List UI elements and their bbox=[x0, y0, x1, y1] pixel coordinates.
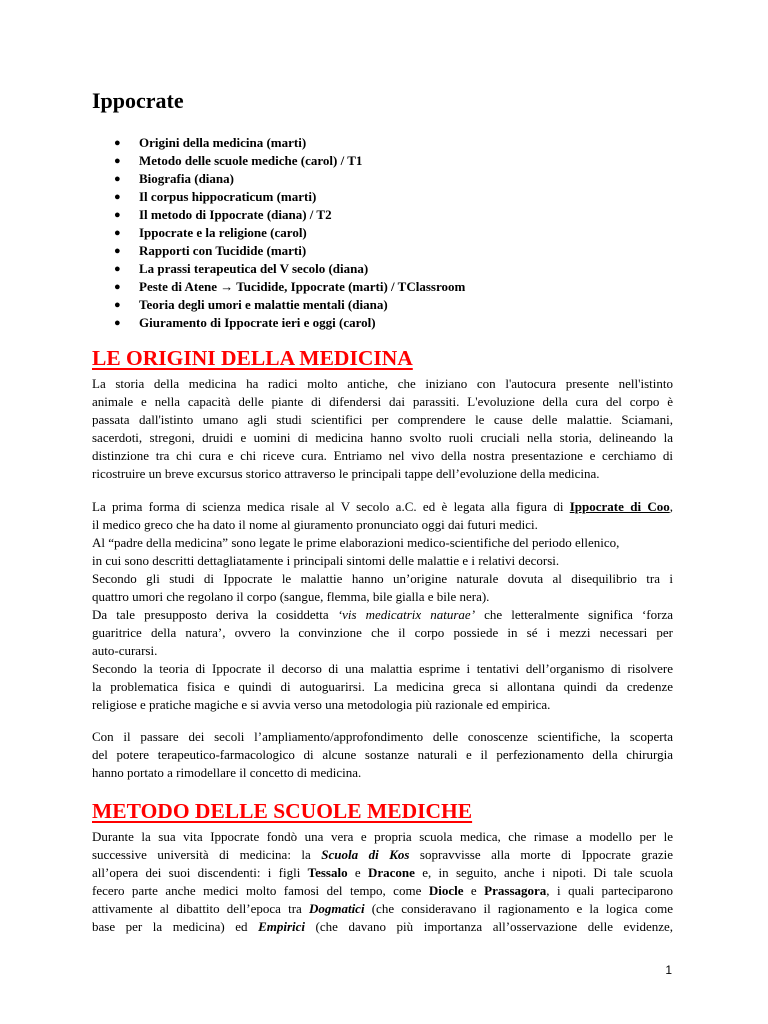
ippocrate-di-coo-emphasis: Ippocrate di Coo bbox=[569, 499, 670, 514]
toc-item: ● Ippocrate e la religione (carol) bbox=[114, 225, 307, 240]
tessalo-emphasis: Tessalo bbox=[307, 865, 348, 880]
paragraph-origini-2: La prima forma di scienza medica risale al V secolo a.C. ed è legata alla figura di Ippocrate di Coo, il medico greco che ha dato il nome al giuramento pronunciato oggi dai futuri medici. Al “padre della medicina” sono legate le prime elaborazioni medico-scientifiche del periodo ellenico, in cui sono descritti dettagliatamente i principali sintomi delle malattie e i relativi decorsi. Secondo gli studi di Ippocrate le malattie hanno un’origine naturale dovuta al disequilibrio tra i quattro umori che regolano il corpo (sangue, flemma, bile gialla e bile nera). Da tale presupposto deriva la cosiddetta ‘vis medicatrix naturae’ che letteralmente significa ‘forza guaritrice della natura’, ovvero la convinzione che il corpo possiede in sé i mezzi necessari per auto-curarsi. Secondo la teoria di Ippocrate il decorso di una malattia esprime i tentativi dell’organismo di risolvere la problematica fisica e quindi di autoguarirsi. La medicina greca si allontana quindi da credenze religiose e pratiche magiche e si avvia verso una metodologia più razionale ed empirica. bbox=[92, 499, 673, 712]
bullet-icon: ● bbox=[114, 155, 121, 167]
toc-item: ● Biografia (diana) bbox=[114, 171, 234, 186]
bullet-icon: ● bbox=[114, 317, 121, 329]
toc-item: ● Metodo delle scuole mediche (carol) / T1 bbox=[114, 153, 363, 168]
bullet-icon: ● bbox=[114, 263, 121, 275]
dogmatici-emphasis: Dogmatici bbox=[308, 901, 365, 916]
toc-item: ● La prassi terapeutica del V secolo (diana) bbox=[114, 261, 369, 276]
table-of-contents bbox=[92, 134, 676, 332]
toc-item: ● Rapporti con Tucidide (marti) bbox=[114, 243, 307, 258]
diocle-emphasis: Diocle bbox=[428, 883, 464, 898]
toc-item: ● Il metodo di Ippocrate (diana) / T2 bbox=[114, 207, 332, 222]
section-heading-metodo: METODO DELLE SCUOLE MEDICHE bbox=[92, 799, 473, 823]
vis-medicatrix-emphasis: ‘vis medicatrix naturae’ bbox=[337, 607, 476, 622]
bullet-icon: ● bbox=[114, 227, 121, 239]
page-number: 1 bbox=[665, 963, 672, 977]
bullet-icon: ● bbox=[114, 281, 121, 293]
toc-item: ● Il corpus hippocraticum (marti) bbox=[114, 189, 317, 204]
scuola-di-kos-emphasis: Scuola di Kos bbox=[321, 847, 410, 862]
paragraph-origini-1: La storia della medicina ha radici molto antiche, che iniziano con l'autocura presente nell'istinto animale e nella capacità delle piante di difendersi dai parassiti. L'evoluzione della cura del corpo è passata dall'istinto umano agli studi scientifici per comprendere le cause delle malattie. Sciamani, sacerdoti, stregoni, druidi e uomini di medicina hanno svolto ruoli cruciali nella storia, delineando la distinzione tra chi cura e chi riceve cura. Entriamo nel vivo della nostra presentazione e cerchiamo di ricostruire un breve excursus storico attraverso le principali tappe dell’evoluzione della medicina. bbox=[92, 376, 673, 481]
dracone-emphasis: Dracone bbox=[367, 865, 415, 880]
prassagora-emphasis: Prassagora bbox=[484, 883, 547, 898]
section-heading-origini: LE ORIGINI DELLA MEDICINA bbox=[92, 346, 413, 370]
toc-item: ● Peste di Atene → Tucidide, Ippocrate (marti) / TClassroom bbox=[114, 279, 466, 294]
toc-item: ● Origini della medicina (marti) bbox=[114, 135, 307, 150]
paragraph-origini-3: Con il passare dei secoli l’ampliamento/approfondimento delle conoscenze scientifiche, la scoperta del potere terapeutico-farmacologico di alcune sostanze naturali e il perfezionamento della chirurgia hanno portato a rimodellare il concetto di medicina. bbox=[92, 729, 673, 780]
bullet-icon: ● bbox=[114, 191, 121, 203]
bullet-icon: ● bbox=[114, 299, 121, 311]
bullet-icon: ● bbox=[114, 137, 121, 149]
toc-item: ● Teoria degli umori e malattie mentali (diana) bbox=[114, 297, 388, 312]
toc-item: ● Giuramento di Ippocrate ieri e oggi (carol) bbox=[114, 315, 376, 330]
bullet-icon: ● bbox=[114, 209, 121, 221]
paragraph-metodo-1: Durante la sua vita Ippocrate fondò una vera e propria scuola medica, che rimase a modello per le successive università di medicina: la Scuola di Kos sopravvisse alla morte di Ippocrate grazie all’opera dei suoi discendenti: i figli Tessalo e Dracone e, in seguito, anche i nipoti. Di tale scuola fecero parte anche medici molto famosi del tempo, come Diocle e Prassagora, i quali parteciparono attivamente al dibattito dell’epoca tra Dogmatici (che consideravano il ragionamento e la logica come base per la medicina) ed Empirici (che davano più importanza all’osservazione delle evidenze, bbox=[92, 829, 674, 934]
bullet-icon: ● bbox=[114, 245, 121, 257]
empirici-emphasis: Empirici bbox=[258, 919, 306, 934]
document-title: Ippocrate bbox=[92, 88, 184, 113]
bullet-icon: ● bbox=[114, 173, 121, 185]
